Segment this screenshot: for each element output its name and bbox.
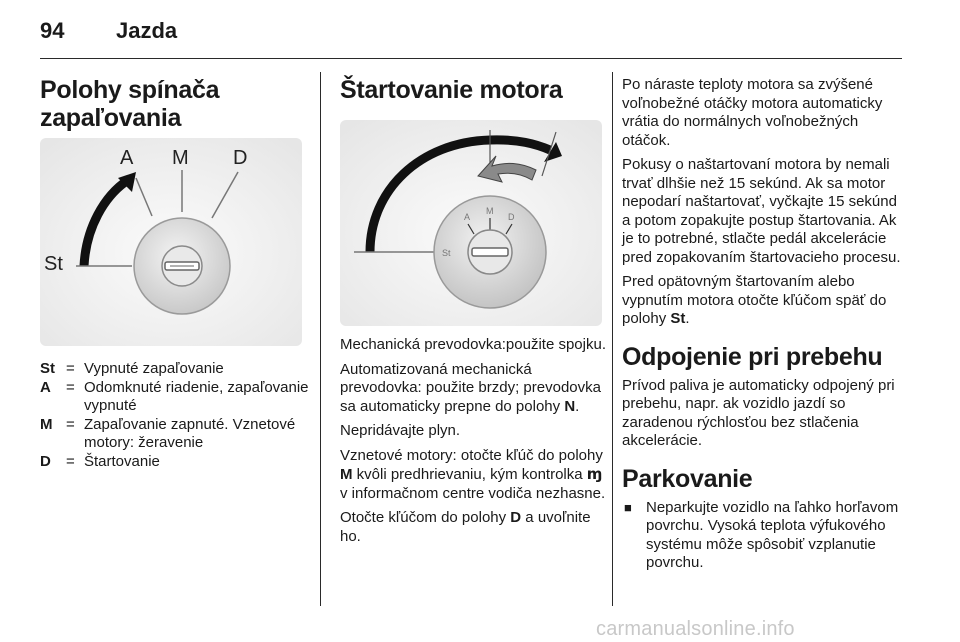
- column-continued: [622, 76, 906, 579]
- label-st: St: [44, 253, 63, 275]
- starting-diagram: [340, 120, 602, 326]
- legend-def: Štartovanie: [84, 452, 160, 470]
- parking-heading: Parkovanie: [622, 464, 753, 493]
- label-d: D: [233, 147, 248, 169]
- legend-eq: =: [66, 415, 75, 433]
- legend-term: D: [40, 452, 51, 470]
- bullet-square-icon: ■: [624, 499, 632, 515]
- parking-bullet-text: Neparkujte vozidlo na ľahko horľavom povrchu. Vysoká teplota výfukového systému môže spôsobiť vzplanutie povrchu.: [646, 498, 899, 571]
- glow-plug-icon: ɱ: [586, 465, 603, 483]
- label-a: A: [120, 147, 134, 169]
- idle-paragraph: Po náraste teploty motora sa zvýšené voľnobežné otáčky motora automaticky vrátia do normálnych voľnobežných otáčok.: [622, 76, 883, 149]
- starting-p4: Vznetové motory: otočte kľúč do polohy M kvôli predhrievaniu, kým kontrolka ɱ v informačnom centre vodiča nezhasne.: [340, 446, 606, 502]
- mark-m: M: [486, 206, 494, 216]
- legend-row-m: [40, 416, 312, 453]
- starting-p1: Mechanická prevodovka:použite spojku.: [340, 336, 606, 353]
- starting-p3: Nepridávajte plyn.: [340, 422, 461, 439]
- key-slot: [472, 248, 508, 256]
- fuel-cutoff-paragraph: Prívod paliva je automaticky odpojený pri prebehu, napr. ak vozidlo jazdí so zaradenou rýchlosťou bez stlačenia akcelerácie.: [622, 376, 895, 449]
- starting-body: [340, 336, 608, 552]
- legend-row-st: [40, 360, 312, 379]
- ignition-title: Polohy spínača zapaľovania: [40, 76, 220, 132]
- restart-paragraph: Pred opätovným štartovaním alebo vypnutím motora otočte kľúčom späť do polohy St.: [622, 273, 887, 327]
- legend-eq: =: [66, 378, 75, 396]
- legend-term: M: [40, 415, 53, 433]
- parking-bullet: [622, 499, 906, 579]
- legend-eq: =: [66, 452, 75, 470]
- legend-row-a: [40, 379, 312, 416]
- legend-def: Vypnuté zapaľovanie: [84, 360, 224, 377]
- column-divider-2: [612, 72, 613, 606]
- label-m: M: [172, 147, 189, 169]
- legend-term: St: [40, 360, 55, 377]
- chapter-title: Jazda: [116, 18, 178, 43]
- header-rule: [40, 58, 902, 59]
- legend-def: Zapaľovanie zapnuté. Vznetové motory: žeravenie: [84, 415, 296, 451]
- legend-row-d: [40, 453, 312, 472]
- page-number: 94: [40, 18, 65, 43]
- legend-term: A: [40, 378, 51, 396]
- ignition-legend: [40, 360, 312, 471]
- mark-a: A: [464, 212, 471, 222]
- column-divider-1: [320, 72, 321, 606]
- mark-d: D: [508, 212, 515, 222]
- watermark: carmanualsonline.info: [596, 618, 795, 640]
- attempts-paragraph: Pokusy o naštartovaní motora by nemali trvať dlhšie než 15 sekúnd. Ak sa motor nepodarí naštartovať, vyčkajte 15 sekúnd a potom zopakujte postup štartovania. Ak je to potrebné, stlačte pedál akcelerácie pred zopakovaním štartovacieho procesu.: [622, 156, 901, 266]
- fuel-cutoff-heading: Odpojenie pri prebehu: [622, 342, 883, 371]
- starting-title: Štartovanie motora: [340, 76, 563, 104]
- starting-p5: Otočte kľúčom do polohy D a uvoľnite ho.: [340, 509, 591, 545]
- starting-p2: Automatizovaná mechanická prevodovka: použite brzdy; prevodovka sa automaticky prepne do polohy N.: [340, 360, 601, 415]
- column-ignition: [40, 76, 302, 132]
- ignition-diagram: [40, 138, 302, 346]
- legend-eq: =: [66, 360, 75, 377]
- mark-st: St: [442, 248, 451, 258]
- legend-def: Odomknuté riadenie, zapaľovanie vypnuté: [84, 378, 309, 414]
